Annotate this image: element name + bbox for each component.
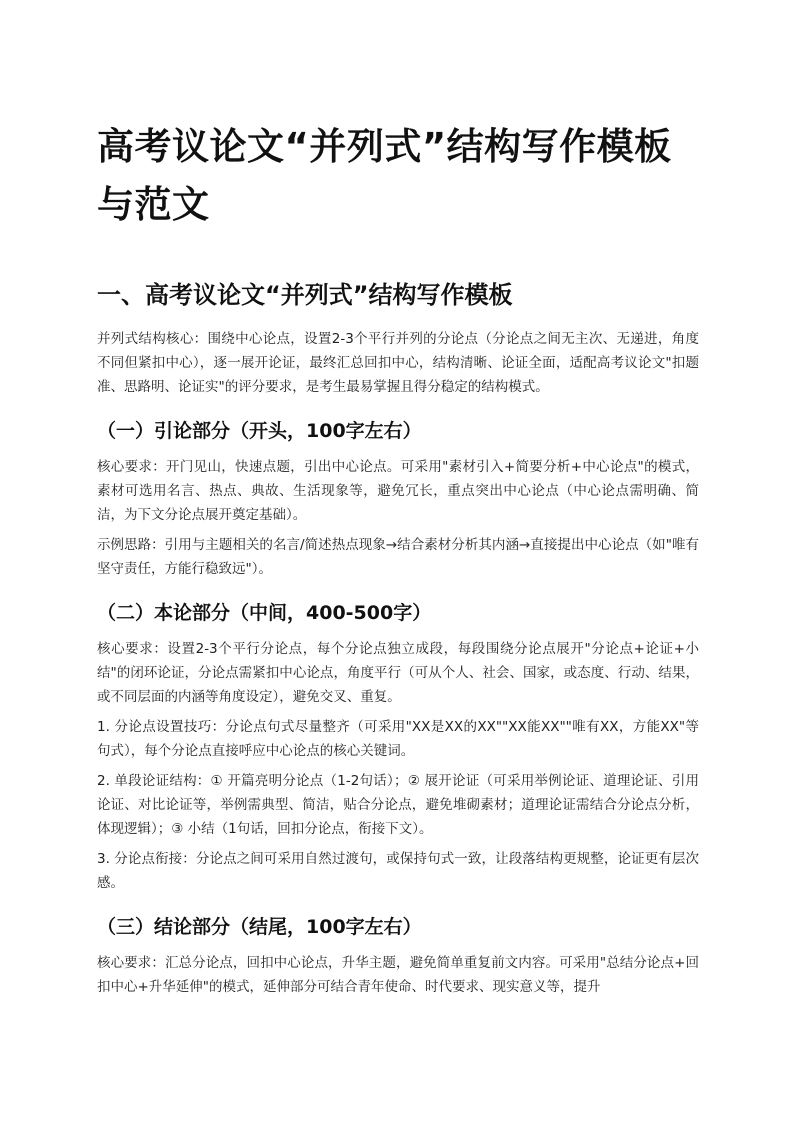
body-tip-3-paragraph: 3. 分论点衔接：分论点之间可采用自然过渡句，或保持句式一致，让段落结构更规整，论证更有层次感。 [97,851,699,891]
body-requirement-paragraph: 核心要求：设置2-3个平行分论点，每个分论点独立成段，每段围绕分论点展开"分论点+论证+小结"的闭环论证，分论点需紧扣中心论点，角度平行（可从个人、社会、国家，或态度、行动、结果，或不同层面的内涵等角度设定），避免交叉、重复。 [97,641,699,705]
subsection-heading-body: （二）本论部分（中间，400-500字） [97,602,432,624]
body-tip-1-paragraph: 1. 分论点设置技巧：分论点句式尽量整齐（可采用"XX是XX的XX""XX能XX""唯有XX，方能XX"等句式），每个分论点直接呼应中心论点的核心关键词。 [97,719,699,759]
subsection-heading-conclusion: （三）结论部分（结尾，100字左右） [97,916,422,938]
section-heading-template: 一、高考议论文“并列式”结构写作模板 [97,281,513,309]
body-tip-2-paragraph: 2. 单段论证结构：① 开篇亮明分论点（1-2句话）；② 展开论证（可采用举例论证、道理论证、引用论证、对比论证等，举例需典型、简洁，贴合分论点，避免堆砌素材；道理论证需结合分论点分析，体现逻辑）；③ 小结（1句话，回扣分论点，衔接下文）。 [97,773,699,837]
intro-example-paragraph: 示例思路：引用与主题相关的名言/简述热点现象→结合素材分析其内涵→直接提出中心论点（如"唯有坚守责任，方能行稳致远"）。 [97,537,699,577]
section-intro-paragraph: 并列式结构核心：围绕中心论点，设置2-3个平行并列的分论点（分论点之间无主次、无递进，角度不同但紧扣中心），逐一展开论证，最终汇总回扣中心，结构清晰、论证全面，适配高考议论文"扣题准、思路明、论证实"的评分要求，是考生最易掌握且得分稳定的结构模式。 [97,331,699,395]
document-title: 高考议论文“并列式”结构写作模板与范文 [97,125,672,226]
document-page [97,118,699,1005]
conclusion-requirement-paragraph: 核心要求：汇总分论点，回扣中心论点，升华主题，避免简单重复前文内容。可采用"总结分论点+回扣中心+升华延伸"的模式，延伸部分可结合青年使命、时代要求、现实意义等，提升 [97,955,699,995]
intro-requirement-paragraph: 核心要求：开门见山，快速点题，引出中心论点。可采用"素材引入+简要分析+中心论点"的模式，素材可选用名言、热点、典故、生活现象等，避免冗长，重点突出中心论点（中心论点需明确、简洁，为下文分论点展开奠定基础）。 [97,459,699,523]
subsection-heading-intro: （一）引论部分（开头，100字左右） [97,420,422,442]
